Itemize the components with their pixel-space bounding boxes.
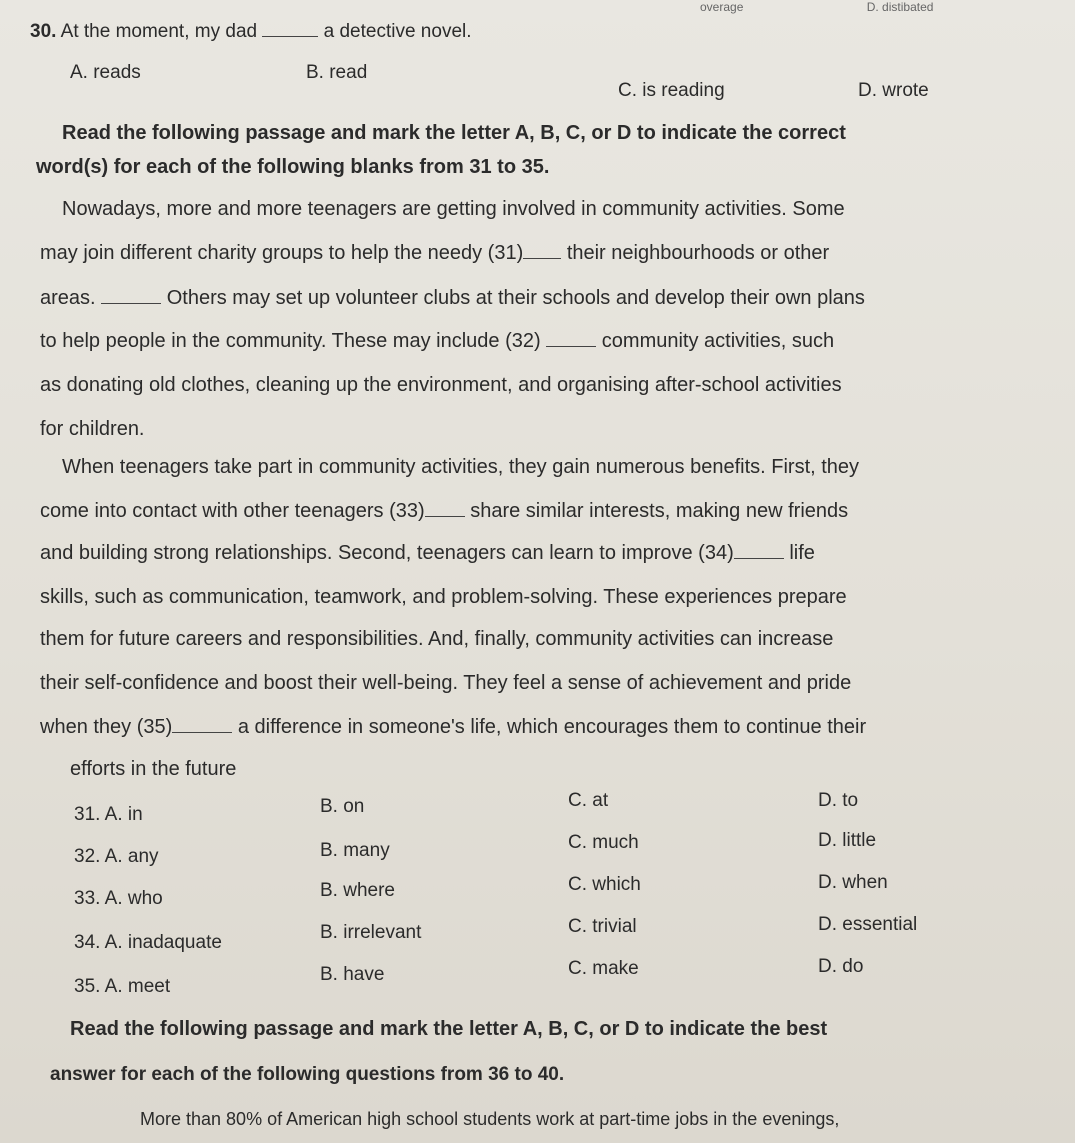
passage-line: Nowadays, more and more teenagers are getting involved in community activities. Some <box>62 198 845 220</box>
passage-text: a difference in someone's life, which encourages them to continue their <box>237 716 867 738</box>
header-fragment-left: overage <box>700 0 744 14</box>
header-fragment <box>700 0 933 14</box>
answer-blank[interactable] <box>101 285 161 304</box>
question-text: At the moment, my dad <box>60 21 258 42</box>
option-d[interactable]: D. little <box>818 830 877 851</box>
option-c[interactable]: C. is reading <box>618 80 725 101</box>
question-text: a detective novel. <box>323 21 472 42</box>
passage-line: for children. <box>40 418 145 440</box>
option-a[interactable]: 34. A. inadaquate <box>74 932 222 953</box>
header-fragment-right: D. distibated <box>866 0 934 14</box>
passage-line <box>40 285 865 311</box>
option-a[interactable]: 35. A. meet <box>74 976 171 997</box>
passage-line <box>40 714 866 740</box>
option-a[interactable]: 33. A. who <box>74 888 163 909</box>
passage-text: Others may set up volunteer clubs at their schools and develop their own plans <box>166 287 865 309</box>
passage-line: as donating old clothes, cleaning up the environment, and organising after-school activities <box>40 374 842 396</box>
passage-text: community activities, such <box>601 330 835 352</box>
instructions-line: word(s) for each of the following blanks from 31 to 35. <box>36 156 550 178</box>
option-d[interactable]: D. to <box>818 790 859 811</box>
blank-34[interactable] <box>734 540 784 559</box>
option-d[interactable]: D. wrote <box>858 80 929 101</box>
option-c[interactable]: C. much <box>568 832 639 853</box>
passage-text: and building strong relationships. Second, teenagers can learn to improve (34) <box>40 542 734 564</box>
passage-text: may join different charity groups to help the needy (31) <box>40 242 524 264</box>
passage-text: their neighbourhoods or other <box>566 242 830 264</box>
passage-line <box>40 240 829 266</box>
blank-35[interactable] <box>172 714 232 733</box>
passage-text: life <box>789 542 815 564</box>
passage-line <box>40 328 834 354</box>
passage-text: when they (35) <box>40 716 173 738</box>
passage-line: skills, such as communication, teamwork, and problem-solving. These experiences prepare <box>40 586 847 608</box>
passage-line: When teenagers take part in community activities, they gain numerous benefits. First, they <box>62 456 860 478</box>
passage-line: them for future careers and responsibilities. And, finally, community activities can increase <box>40 628 834 650</box>
passage-text: areas. <box>40 287 96 309</box>
passage-line: their self-confidence and boost their well-being. They feel a sense of achievement and pride <box>40 672 852 694</box>
blank-32[interactable] <box>546 328 596 347</box>
passage-line: More than 80% of American high school students work at part-time jobs in the evenings, <box>140 1109 840 1129</box>
option-c[interactable]: C. which <box>568 874 641 895</box>
passage-text: share similar interests, making new friends <box>470 500 849 522</box>
instructions-line: Read the following passage and mark the letter A, B, C, or D to indicate the correct <box>62 122 846 144</box>
option-d[interactable]: D. when <box>818 872 888 893</box>
option-b[interactable]: B. where <box>320 880 395 901</box>
option-c[interactable]: C. make <box>568 958 639 979</box>
passage-line <box>40 540 815 566</box>
question-30 <box>30 18 472 45</box>
blank-33[interactable] <box>425 498 465 517</box>
passage-text: to help people in the community. These may include (32) <box>40 330 541 352</box>
option-b[interactable]: B. irrelevant <box>320 922 422 943</box>
instructions-line: answer for each of the following questions from 36 to 40. <box>50 1064 565 1085</box>
blank-31[interactable] <box>523 240 561 259</box>
option-c[interactable]: C. trivial <box>568 916 637 937</box>
option-b[interactable]: B. many <box>320 840 390 861</box>
answer-blank[interactable] <box>262 18 318 37</box>
option-a[interactable]: 32. A. any <box>74 846 159 867</box>
option-a[interactable]: 31. A. in <box>74 804 143 825</box>
option-a[interactable]: A. reads <box>70 62 141 83</box>
instructions-line: Read the following passage and mark the letter A, B, C, or D to indicate the best <box>70 1018 828 1040</box>
question-number: 30. <box>30 21 57 42</box>
passage-text: come into contact with other teenagers (33) <box>40 500 425 522</box>
passage-line: efforts in the future <box>70 758 237 780</box>
option-b[interactable]: B. read <box>306 62 368 83</box>
passage-line <box>40 498 848 524</box>
option-b[interactable]: B. have <box>320 964 385 985</box>
option-b[interactable]: B. on <box>320 796 365 817</box>
option-d[interactable]: D. essential <box>818 914 918 935</box>
option-c[interactable]: C. at <box>568 790 609 811</box>
option-d[interactable]: D. do <box>818 956 864 977</box>
